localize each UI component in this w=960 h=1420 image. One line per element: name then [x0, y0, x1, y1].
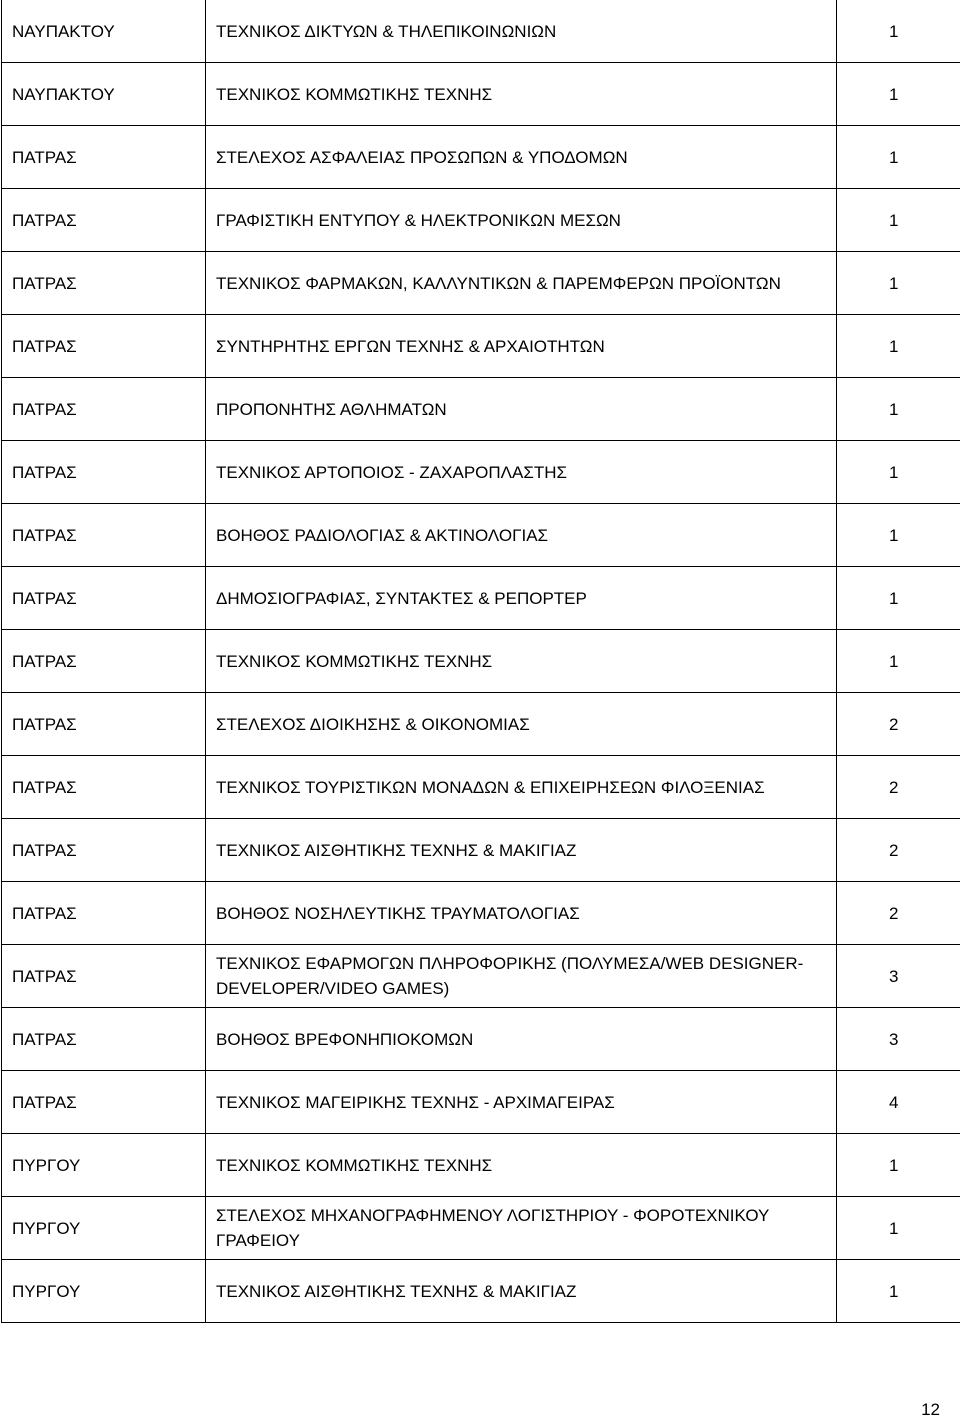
- city-cell: ΠΑΤΡΑΣ: [2, 819, 206, 882]
- specialty-cell: ΤΕΧΝΙΚΟΣ ΚΟΜΜΩΤΙΚΗΣ ΤΕΧΝΗΣ: [206, 63, 837, 126]
- table-row: [2, 441, 960, 504]
- count-cell: 1: [837, 189, 960, 252]
- count-cell: 1: [837, 630, 960, 693]
- table-row: [2, 378, 960, 441]
- table-row: [2, 630, 960, 693]
- specialty-cell: ΔΗΜΟΣΙΟΓΡΑΦΙΑΣ, ΣΥΝΤΑΚΤΕΣ & ΡΕΠΟΡΤΕΡ: [206, 567, 837, 630]
- specialty-cell: ΤΕΧΝΙΚΟΣ ΚΟΜΜΩΤΙΚΗΣ ΤΕΧΝΗΣ: [206, 1134, 837, 1197]
- table-row: [2, 1134, 960, 1197]
- specialty-cell: ΤΕΧΝΙΚΟΣ ΑΙΣΘΗΤΙΚΗΣ ΤΕΧΝΗΣ & ΜΑΚΙΓΙΑΖ: [206, 1260, 837, 1323]
- count-cell: 1: [837, 1260, 960, 1323]
- city-cell: ΝΑΥΠΑΚΤΟΥ: [2, 0, 206, 63]
- city-cell: ΠΑΤΡΑΣ: [2, 756, 206, 819]
- city-cell: ΠΑΤΡΑΣ: [2, 504, 206, 567]
- table-row: [2, 252, 960, 315]
- table-row: [2, 1197, 960, 1260]
- table-row: [2, 693, 960, 756]
- specialty-line: DEVELOPER/VIDEO GAMES): [216, 979, 450, 998]
- table-row: [2, 945, 960, 1008]
- table-row: [2, 882, 960, 945]
- specialty-cell: ΓΡΑΦΙΣΤΙΚΗ ΕΝΤΥΠΟΥ & ΗΛΕΚΤΡΟΝΙΚΩΝ ΜΕΣΩΝ: [206, 189, 837, 252]
- count-cell: 1: [837, 504, 960, 567]
- table-row: [2, 504, 960, 567]
- city-cell: ΠΥΡΓΟΥ: [2, 1134, 206, 1197]
- count-cell: 1: [837, 1197, 960, 1260]
- count-cell: 1: [837, 315, 960, 378]
- count-cell: 2: [837, 819, 960, 882]
- specialty-cell: ΤΕΧΝΙΚΟΣ ΑΙΣΘΗΤΙΚΗΣ ΤΕΧΝΗΣ & ΜΑΚΙΓΙΑΖ: [206, 819, 837, 882]
- specialty-cell: [206, 1197, 837, 1260]
- count-cell: 1: [837, 378, 960, 441]
- city-cell: ΠΑΤΡΑΣ: [2, 567, 206, 630]
- count-cell: 1: [837, 0, 960, 63]
- specialty-cell: ΤΕΧΝΙΚΟΣ ΔΙΚΤΥΩΝ & ΤΗΛΕΠΙΚΟΙΝΩΝΙΩΝ: [206, 0, 837, 63]
- count-cell: 1: [837, 252, 960, 315]
- specialty-cell: ΤΕΧΝΙΚΟΣ ΜΑΓΕΙΡΙΚΗΣ ΤΕΧΝΗΣ - ΑΡΧΙΜΑΓΕΙΡΑΣ: [206, 1071, 837, 1134]
- city-cell: ΠΑΤΡΑΣ: [2, 189, 206, 252]
- city-cell: ΠΑΤΡΑΣ: [2, 1071, 206, 1134]
- specialty-line: ΣΤΕΛΕΧΟΣ ΜΗΧΑΝΟΓΡΑΦΗΜΕΝΟΥ ΛΟΓΙΣΤΗΡΙΟΥ - ΦΟΡΟΤΕΧΝΙΚΟΥ: [216, 1206, 770, 1225]
- count-cell: 1: [837, 567, 960, 630]
- city-cell: ΠΑΤΡΑΣ: [2, 126, 206, 189]
- table-row: [2, 0, 960, 63]
- table-row: [2, 1260, 960, 1323]
- count-cell: 2: [837, 756, 960, 819]
- count-cell: 1: [837, 1134, 960, 1197]
- table-body: [2, 0, 960, 1323]
- city-cell: ΠΑΤΡΑΣ: [2, 882, 206, 945]
- page-number: 12: [921, 1400, 940, 1419]
- count-cell: 2: [837, 693, 960, 756]
- specialty-cell: ΤΕΧΝΙΚΟΣ ΦΑΡΜΑΚΩΝ, ΚΑΛΛΥΝΤΙΚΩΝ & ΠΑΡΕΜΦΕΡΩΝ ΠΡΟΪΟΝΤΩΝ: [206, 252, 837, 315]
- table-row: [2, 63, 960, 126]
- city-cell: ΠΑΤΡΑΣ: [2, 945, 206, 1008]
- specialty-line: ΤΕΧΝΙΚΟΣ ΕΦΑΡΜΟΓΩΝ ΠΛΗΡΟΦΟΡΙΚΗΣ (ΠΟΛΥΜΕΣΑ/WEB DESIGNER-: [216, 954, 804, 973]
- table-row: [2, 819, 960, 882]
- table-row: [2, 315, 960, 378]
- specialty-line: ΓΡΑΦΕΙΟΥ: [216, 1231, 300, 1250]
- city-cell: ΠΑΤΡΑΣ: [2, 315, 206, 378]
- count-cell: 1: [837, 63, 960, 126]
- specialty-cell: ΒΟΗΘΟΣ ΒΡΕΦΟΝΗΠΙΟΚΟΜΩΝ: [206, 1008, 837, 1071]
- specialty-cell: ΣΤΕΛΕΧΟΣ ΑΣΦΑΛΕΙΑΣ ΠΡΟΣΩΠΩΝ & ΥΠΟΔΟΜΩΝ: [206, 126, 837, 189]
- specialties-table: [1, 0, 960, 1323]
- table-row: [2, 1071, 960, 1134]
- count-cell: 4: [837, 1071, 960, 1134]
- count-cell: 3: [837, 1008, 960, 1071]
- specialty-cell: ΠΡΟΠΟΝΗΤΗΣ ΑΘΛΗΜΑΤΩΝ: [206, 378, 837, 441]
- city-cell: ΠΑΤΡΑΣ: [2, 252, 206, 315]
- table-row: [2, 567, 960, 630]
- city-cell: ΠΑΤΡΑΣ: [2, 378, 206, 441]
- specialty-cell: ΤΕΧΝΙΚΟΣ ΚΟΜΜΩΤΙΚΗΣ ΤΕΧΝΗΣ: [206, 630, 837, 693]
- table-row: [2, 756, 960, 819]
- count-cell: 3: [837, 945, 960, 1008]
- city-cell: ΠΥΡΓΟΥ: [2, 1197, 206, 1260]
- city-cell: ΠΥΡΓΟΥ: [2, 1260, 206, 1323]
- table-row: [2, 1008, 960, 1071]
- specialty-cell: ΒΟΗΘΟΣ ΡΑΔΙΟΛΟΓΙΑΣ & ΑΚΤΙΝΟΛΟΓΙΑΣ: [206, 504, 837, 567]
- city-cell: ΝΑΥΠΑΚΤΟΥ: [2, 63, 206, 126]
- count-cell: 1: [837, 126, 960, 189]
- city-cell: ΠΑΤΡΑΣ: [2, 630, 206, 693]
- count-cell: 1: [837, 441, 960, 504]
- count-cell: 2: [837, 882, 960, 945]
- specialty-cell: ΒΟΗΘΟΣ ΝΟΣΗΛΕΥΤΙΚΗΣ ΤΡΑΥΜΑΤΟΛΟΓΙΑΣ: [206, 882, 837, 945]
- specialty-cell: [206, 945, 837, 1008]
- city-cell: ΠΑΤΡΑΣ: [2, 693, 206, 756]
- table-row: [2, 126, 960, 189]
- specialty-cell: ΣΥΝΤΗΡΗΤΗΣ ΕΡΓΩΝ ΤΕΧΝΗΣ & ΑΡΧΑΙΟΤΗΤΩΝ: [206, 315, 837, 378]
- table-row: [2, 189, 960, 252]
- city-cell: ΠΑΤΡΑΣ: [2, 1008, 206, 1071]
- specialty-cell: ΣΤΕΛΕΧΟΣ ΔΙΟΙΚΗΣΗΣ & ΟΙΚΟΝΟΜΙΑΣ: [206, 693, 837, 756]
- specialty-cell: ΤΕΧΝΙΚΟΣ ΤΟΥΡΙΣΤΙΚΩΝ ΜΟΝΑΔΩΝ & ΕΠΙΧΕΙΡΗΣΕΩΝ ΦΙΛΟΞΕΝΙΑΣ: [206, 756, 837, 819]
- specialty-cell: ΤΕΧΝΙΚΟΣ ΑΡΤΟΠΟΙΟΣ - ΖΑΧΑΡΟΠΛΑΣΤΗΣ: [206, 441, 837, 504]
- city-cell: ΠΑΤΡΑΣ: [2, 441, 206, 504]
